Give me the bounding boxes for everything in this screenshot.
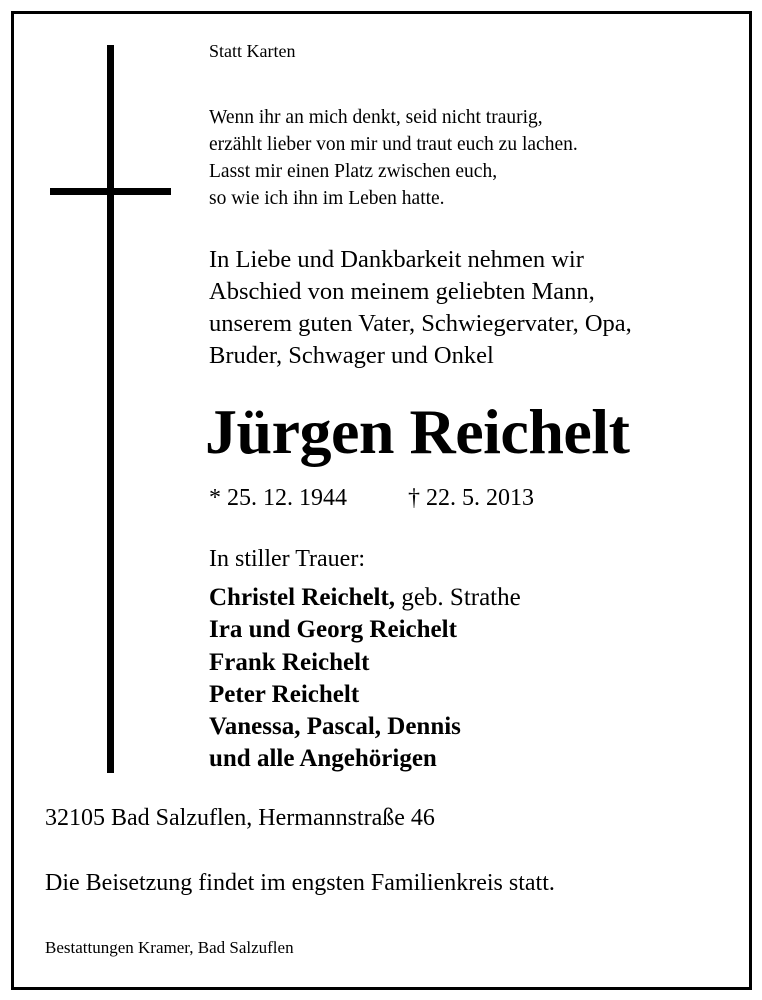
undertaker: Bestattungen Kramer, Bad Salzuflen [45,938,294,957]
mourner-line: Ira und Georg Reichelt [209,616,457,644]
mourner-name: Christel Reichelt, [209,584,396,611]
funeral-note: Die Beisetzung findet im engsten Familienkreis statt. [45,870,555,896]
mourner-line: und alle Angehörigen [209,745,437,773]
mourner-line: Frank Reichelt [209,648,370,676]
intro-line: In Liebe und Dankbarkeit nehmen wir [209,246,584,273]
birth-date: * 25. 12. 1944 [209,485,347,511]
statt-karten-label: Statt Karten [209,41,296,61]
poem-line: so wie ich ihn im Leben hatte. [209,188,445,209]
mourners-list [209,582,521,776]
mourner-line: Vanessa, Pascal, Dennis [209,713,461,741]
maiden-name: geb. Strathe [395,584,521,611]
deceased-name: Jürgen Reichelt [205,396,630,467]
cross-icon-crossbar [50,188,171,195]
intro-line: unserem guten Vater, Schwiegervater, Opa, [209,310,632,337]
poem-line: Lasst mir einen Platz zwischen euch, [209,161,498,182]
farewell-intro [209,244,632,372]
poem [209,104,578,212]
intro-line: Abschied von meinem geliebten Mann, [209,278,595,305]
death-date: † 22. 5. 2013 [408,485,534,511]
mourning-label: In stiller Trauer: [209,546,365,572]
poem-line: erzählt lieber von mir und traut euch zu lachen. [209,134,578,155]
intro-line: Bruder, Schwager und Onkel [209,342,494,369]
poem-line: Wenn ihr an mich denkt, seid nicht traurig, [209,107,543,128]
cross-icon [107,45,114,773]
address: 32105 Bad Salzuflen, Hermannstraße 46 [45,805,435,831]
mourner-line: Peter Reichelt [209,680,360,708]
mourner-line [209,582,521,614]
